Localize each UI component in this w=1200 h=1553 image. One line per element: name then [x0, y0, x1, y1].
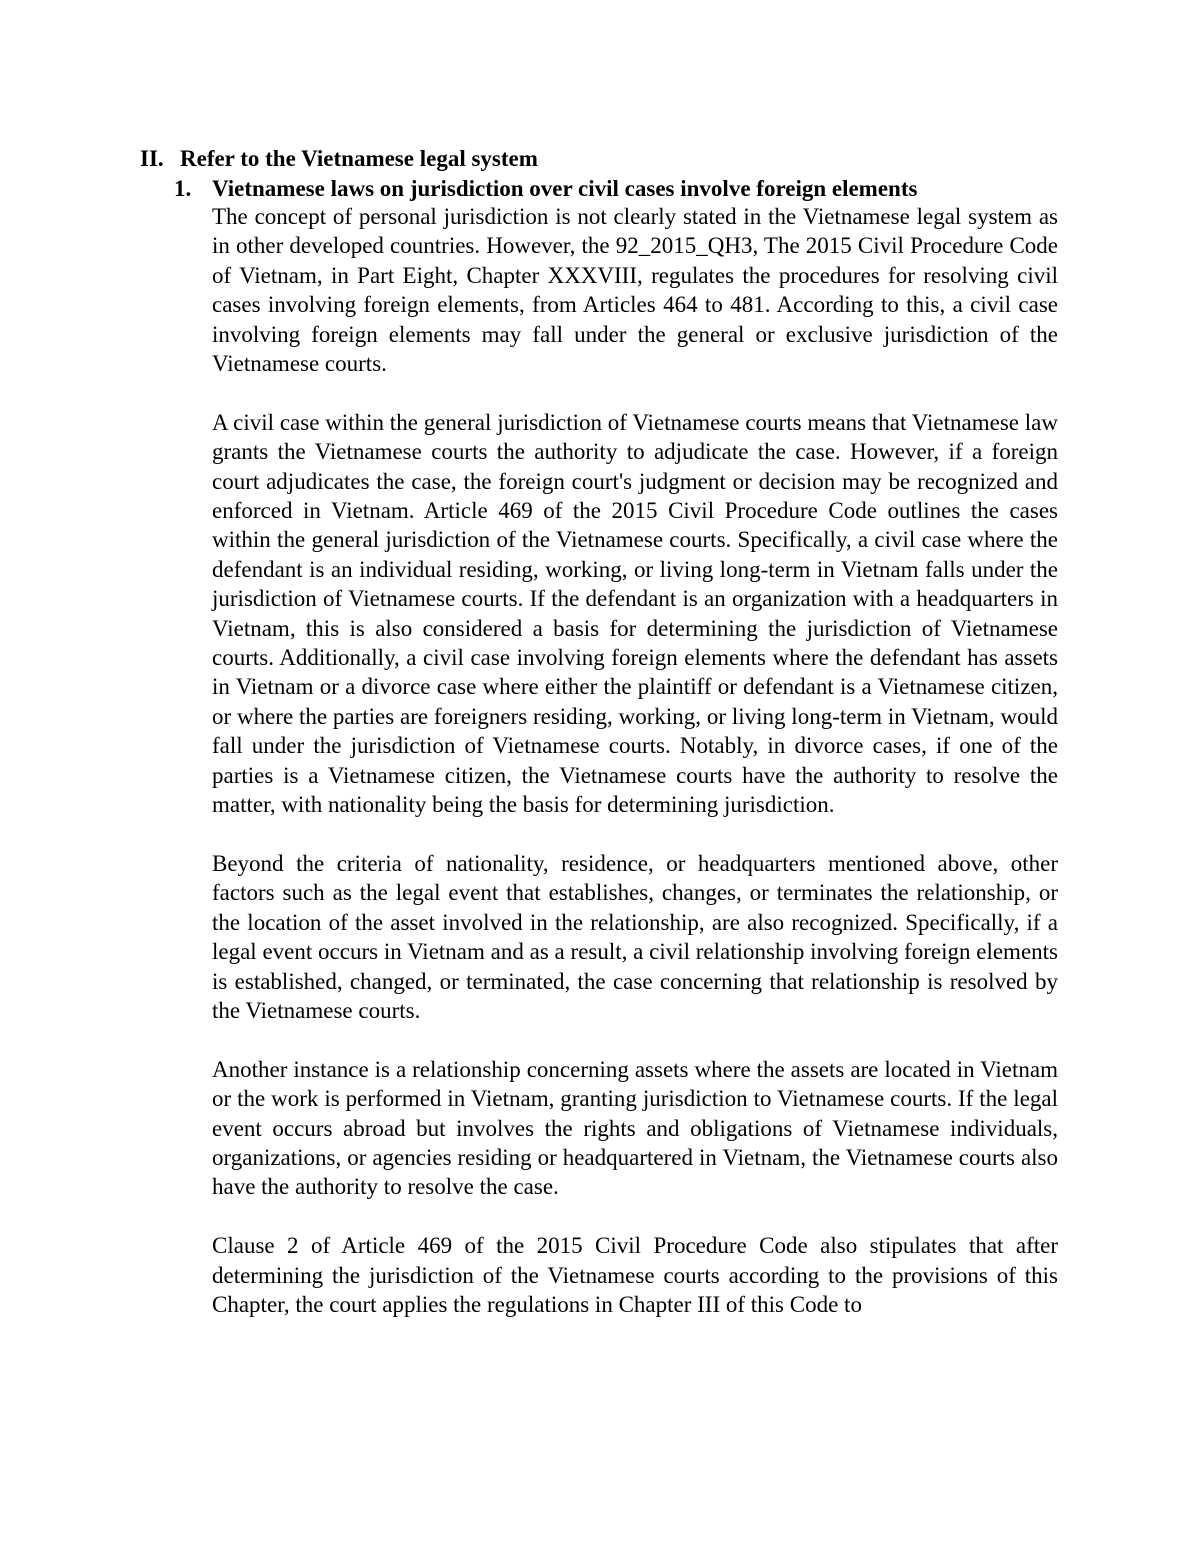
body-text	[212, 202, 1058, 1349]
section-heading	[140, 144, 538, 173]
section-title: Refer to the Vietnamese legal system	[180, 146, 538, 171]
subsection-title: Vietnamese laws on jurisdiction over civil cases involve foreign elements	[212, 176, 918, 201]
paragraph-personal-jurisdiction: The concept of personal jurisdiction is not clearly stated in the Vietnamese legal system as in other developed countries. However, the 92_2015_QH3, The 2015 Civil Procedure Code of Vietnam, in Part Eight, Chapter XXXVIII, regulates the procedures for resolving civil cases involving foreign elements, from Articles 464 to 481. According to this, a civil case involving foreign elements may fall under the general or exclusive jurisdiction of the Vietnamese courts.	[212, 204, 1058, 377]
subsection-number: 1.	[174, 176, 192, 201]
subsection-heading	[174, 174, 917, 203]
paragraph-clause-2: Clause 2 of Article 469 of the 2015 Civil Procedure Code also stipulates that after determining the jurisdiction of the Vietnamese courts according to the provisions of this Chapter, the court applies the regulations in Chapter III of this Code to	[212, 1233, 1058, 1317]
section-number: II.	[140, 146, 164, 171]
paragraph-general-jurisdiction: A civil case within the general jurisdiction of Vietnamese courts means that Vietnamese law grants the Vietnamese courts the authority to adjudicate the case. However, if a foreign court adjudicates the case, the foreign court's judgment or decision may be recognized and enforced in Vietnam. Article 469 of the 2015 Civil Procedure Code outlines the cases within the general jurisdiction of the Vietnamese courts. Specifically, a civil case where the defendant is an individual residing, working, or living long-term in Vietnam falls under the jurisdiction of Vietnamese courts. If the defendant is an organization with a headquarters in Vietnam, this is also considered a basis for determining the jurisdiction of Vietnamese courts. Additionally, a civil case involving foreign elements where the defendant has assets in Vietnam or a divorce case where either the plaintiff or defendant is a Vietnamese citizen, or where the parties are foreigners residing, working, or living long-term in Vietnam, would fall under the jurisdiction of Vietnamese courts. Notably, in divorce cases, if one of the parties is a Vietnamese citizen, the Vietnamese courts have the authority to resolve the matter, with nationality being the basis for determining jurisdiction.	[212, 409, 1058, 818]
paragraph-assets-relationship: Another instance is a relationship concerning assets where the assets are located in Vietnam or the work is performed in Vietnam, granting jurisdiction to Vietnamese courts. If the legal event occurs abroad but involves the rights and obligations of Vietnamese individuals, organizations, or agencies residing or headquartered in Vietnam, the Vietnamese courts also have the authority to resolve the case.	[212, 1056, 1058, 1200]
paragraph-other-criteria: Beyond the criteria of nationality, residence, or headquarters mentioned above, other factors such as the legal event that establishes, changes, or terminates the relationship, or the location of the asset involved in the relationship, are also recognized. Specifically, if a legal event occurs in Vietnam and as a result, a civil relationship involving foreign elements is established, changed, or terminated, the case concerning that relationship is resolved by the Vietnamese courts.	[212, 850, 1058, 1023]
